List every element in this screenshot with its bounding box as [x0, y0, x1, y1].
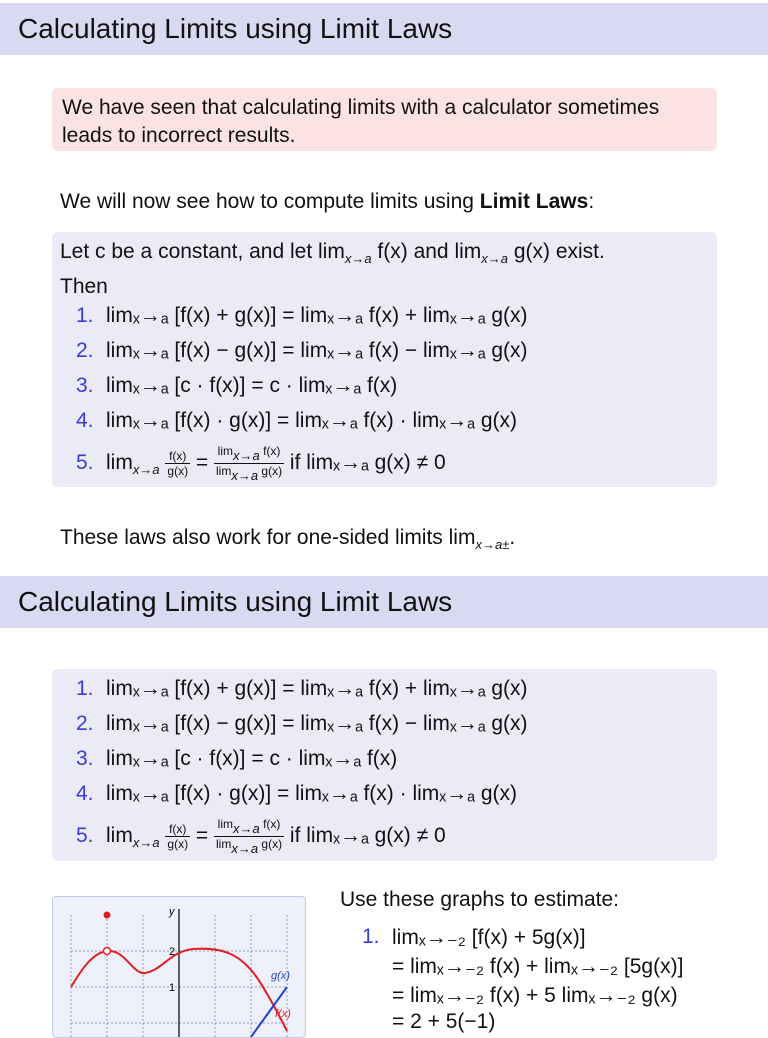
law-number: 2.: [76, 712, 94, 735]
law-number: 1.: [76, 304, 94, 327]
function-graph: [52, 896, 306, 1038]
law-2: [76, 712, 528, 736]
law-1: [76, 677, 528, 701]
estimate-line-1: limₓ→₋₂ [f(x) + 5g(x)]: [392, 926, 586, 949]
law-number: 3.: [76, 374, 94, 397]
slide-title-2: Calculating Limits using Limit Laws: [0, 576, 768, 628]
block-line1b: f(x) and lim: [371, 240, 482, 263]
estimate-heading: Use these graphs to estimate:: [340, 888, 619, 911]
estimate-n: 1.: [362, 925, 380, 948]
law-text: if limₓ→ₐ g(x) ≠ 0: [289, 451, 446, 475]
intro-bold: Limit Laws: [479, 190, 589, 213]
law-number: 4.: [76, 409, 94, 432]
y-axis-label: y: [169, 906, 175, 918]
f-filled-point: [104, 912, 111, 919]
law-text: limₓ→ₐ [c · f(x)] = c · limₓ→ₐ f(x): [106, 747, 398, 770]
law-number: 5.: [76, 824, 94, 848]
law-5: 5. $\lim_{x\to a}$ $\frac{f(x)}{g(x)}$ = $\frac{\lim_{x\to a} f(x)}{\lim_{x\to a} g(x)}$ if limₓ→ₐ g(x) ≠ 0: [76, 444, 446, 483]
law-4: [76, 409, 517, 433]
intro-prefix: We will now see how to compute limits using: [60, 190, 480, 213]
f-open-point: [104, 948, 111, 955]
alert-block: [52, 88, 717, 151]
law-number: 5.: [76, 451, 94, 475]
block-line2: Then: [60, 275, 108, 298]
quotient-fraction: $\frac{f(x)}{g(x)}$: [167, 822, 189, 851]
law-text: limₓ→ₐ [c · f(x)] = c · limₓ→ₐ f(x): [106, 374, 398, 397]
intro-text: [60, 188, 594, 216]
law-3: [76, 374, 397, 398]
tick-2: 2: [169, 946, 176, 958]
footer-text-body: These laws also work for one-sided limits lim: [60, 526, 476, 549]
f-label: f(x): [275, 1008, 291, 1020]
law-number: 1.: [76, 677, 94, 700]
limit-quotient-fraction: $\frac{\lim_{x\to a} f(x)}{\lim_{x\to a} g(x)}$: [216, 817, 283, 856]
law-2: [76, 339, 528, 363]
graph-svg: [53, 897, 305, 1037]
limit-laws-block-2: [52, 669, 717, 861]
limit-quotient-fraction: $\frac{\lim_{x\to a} f(x)}{\lim_{x\to a} g(x)}$: [216, 444, 283, 483]
law-3: [76, 747, 397, 771]
law-text: limₓ→ₐ [f(x) − g(x)] = limₓ→ₐ f(x) − limₓ→ₐ g(x): [106, 339, 528, 362]
law-text: limₓ→ₐ [f(x) · g(x)] = limₓ→ₐ f(x) · limₓ→ₐ g(x): [106, 409, 517, 432]
law-text: limₓ→ₐ [f(x) − g(x)] = limₓ→ₐ f(x) − limₓ→ₐ g(x): [106, 712, 528, 735]
law-text: limₓ→ₐ [f(x) · g(x)] = limₓ→ₐ f(x) · limₓ→ₐ g(x): [106, 782, 517, 805]
block-line1c: g(x) exist.: [508, 240, 605, 263]
intro-suffix: :: [588, 190, 595, 213]
law-number: 2.: [76, 339, 94, 362]
estimate-line-3: = limₓ→₋₂ f(x) + 5 limₓ→₋₂ g(x): [392, 984, 678, 1007]
law-text: limₓ→ₐ [f(x) + g(x)] = limₓ→ₐ f(x) + limₓ→ₐ g(x): [106, 304, 528, 327]
g-label: g(x): [271, 970, 290, 982]
alert-text: We have seen that calculating limits with a calculator sometimes leads to incorrect results.: [62, 96, 660, 147]
estimate-number: [362, 925, 392, 949]
block-intro: Let c be a constant, and let $\lim_{x\to a} f(x)$ and $\lim_{x\to a} g(x)$ exist. Then: [60, 240, 605, 298]
limit-laws-block-1: [52, 232, 717, 487]
footer-text: These laws also work for one-sided limits $\lim_{x\to a\pm}$.: [60, 526, 516, 552]
law-text: limₓ→ₐ [f(x) + g(x)] = limₓ→ₐ f(x) + limₓ→ₐ g(x): [106, 677, 528, 700]
slide-title-1: Calculating Limits using Limit Laws: [0, 3, 768, 55]
quotient-fraction: $\frac{f(x)}{g(x)}$: [167, 449, 189, 478]
block-line1: Let c be a constant, and let lim: [60, 240, 345, 263]
law-number: 4.: [76, 782, 94, 805]
estimate-line-4: = 2 + 5(−1): [392, 1010, 496, 1033]
law-5: 5. $\lim_{x\to a}$ $\frac{f(x)}{g(x)}$ = $\frac{\lim_{x\to a} f(x)}{\lim_{x\to a} g(x)}$ if limₓ→ₐ g(x) ≠ 0: [76, 817, 446, 856]
tick-1: 1: [169, 982, 176, 994]
law-1: [76, 304, 528, 328]
estimate-line-2: = limₓ→₋₂ f(x) + limₓ→₋₂ [5g(x)]: [392, 955, 684, 978]
law-number: 3.: [76, 747, 94, 770]
law-text: if limₓ→ₐ g(x) ≠ 0: [289, 824, 446, 848]
law-4: [76, 782, 517, 806]
